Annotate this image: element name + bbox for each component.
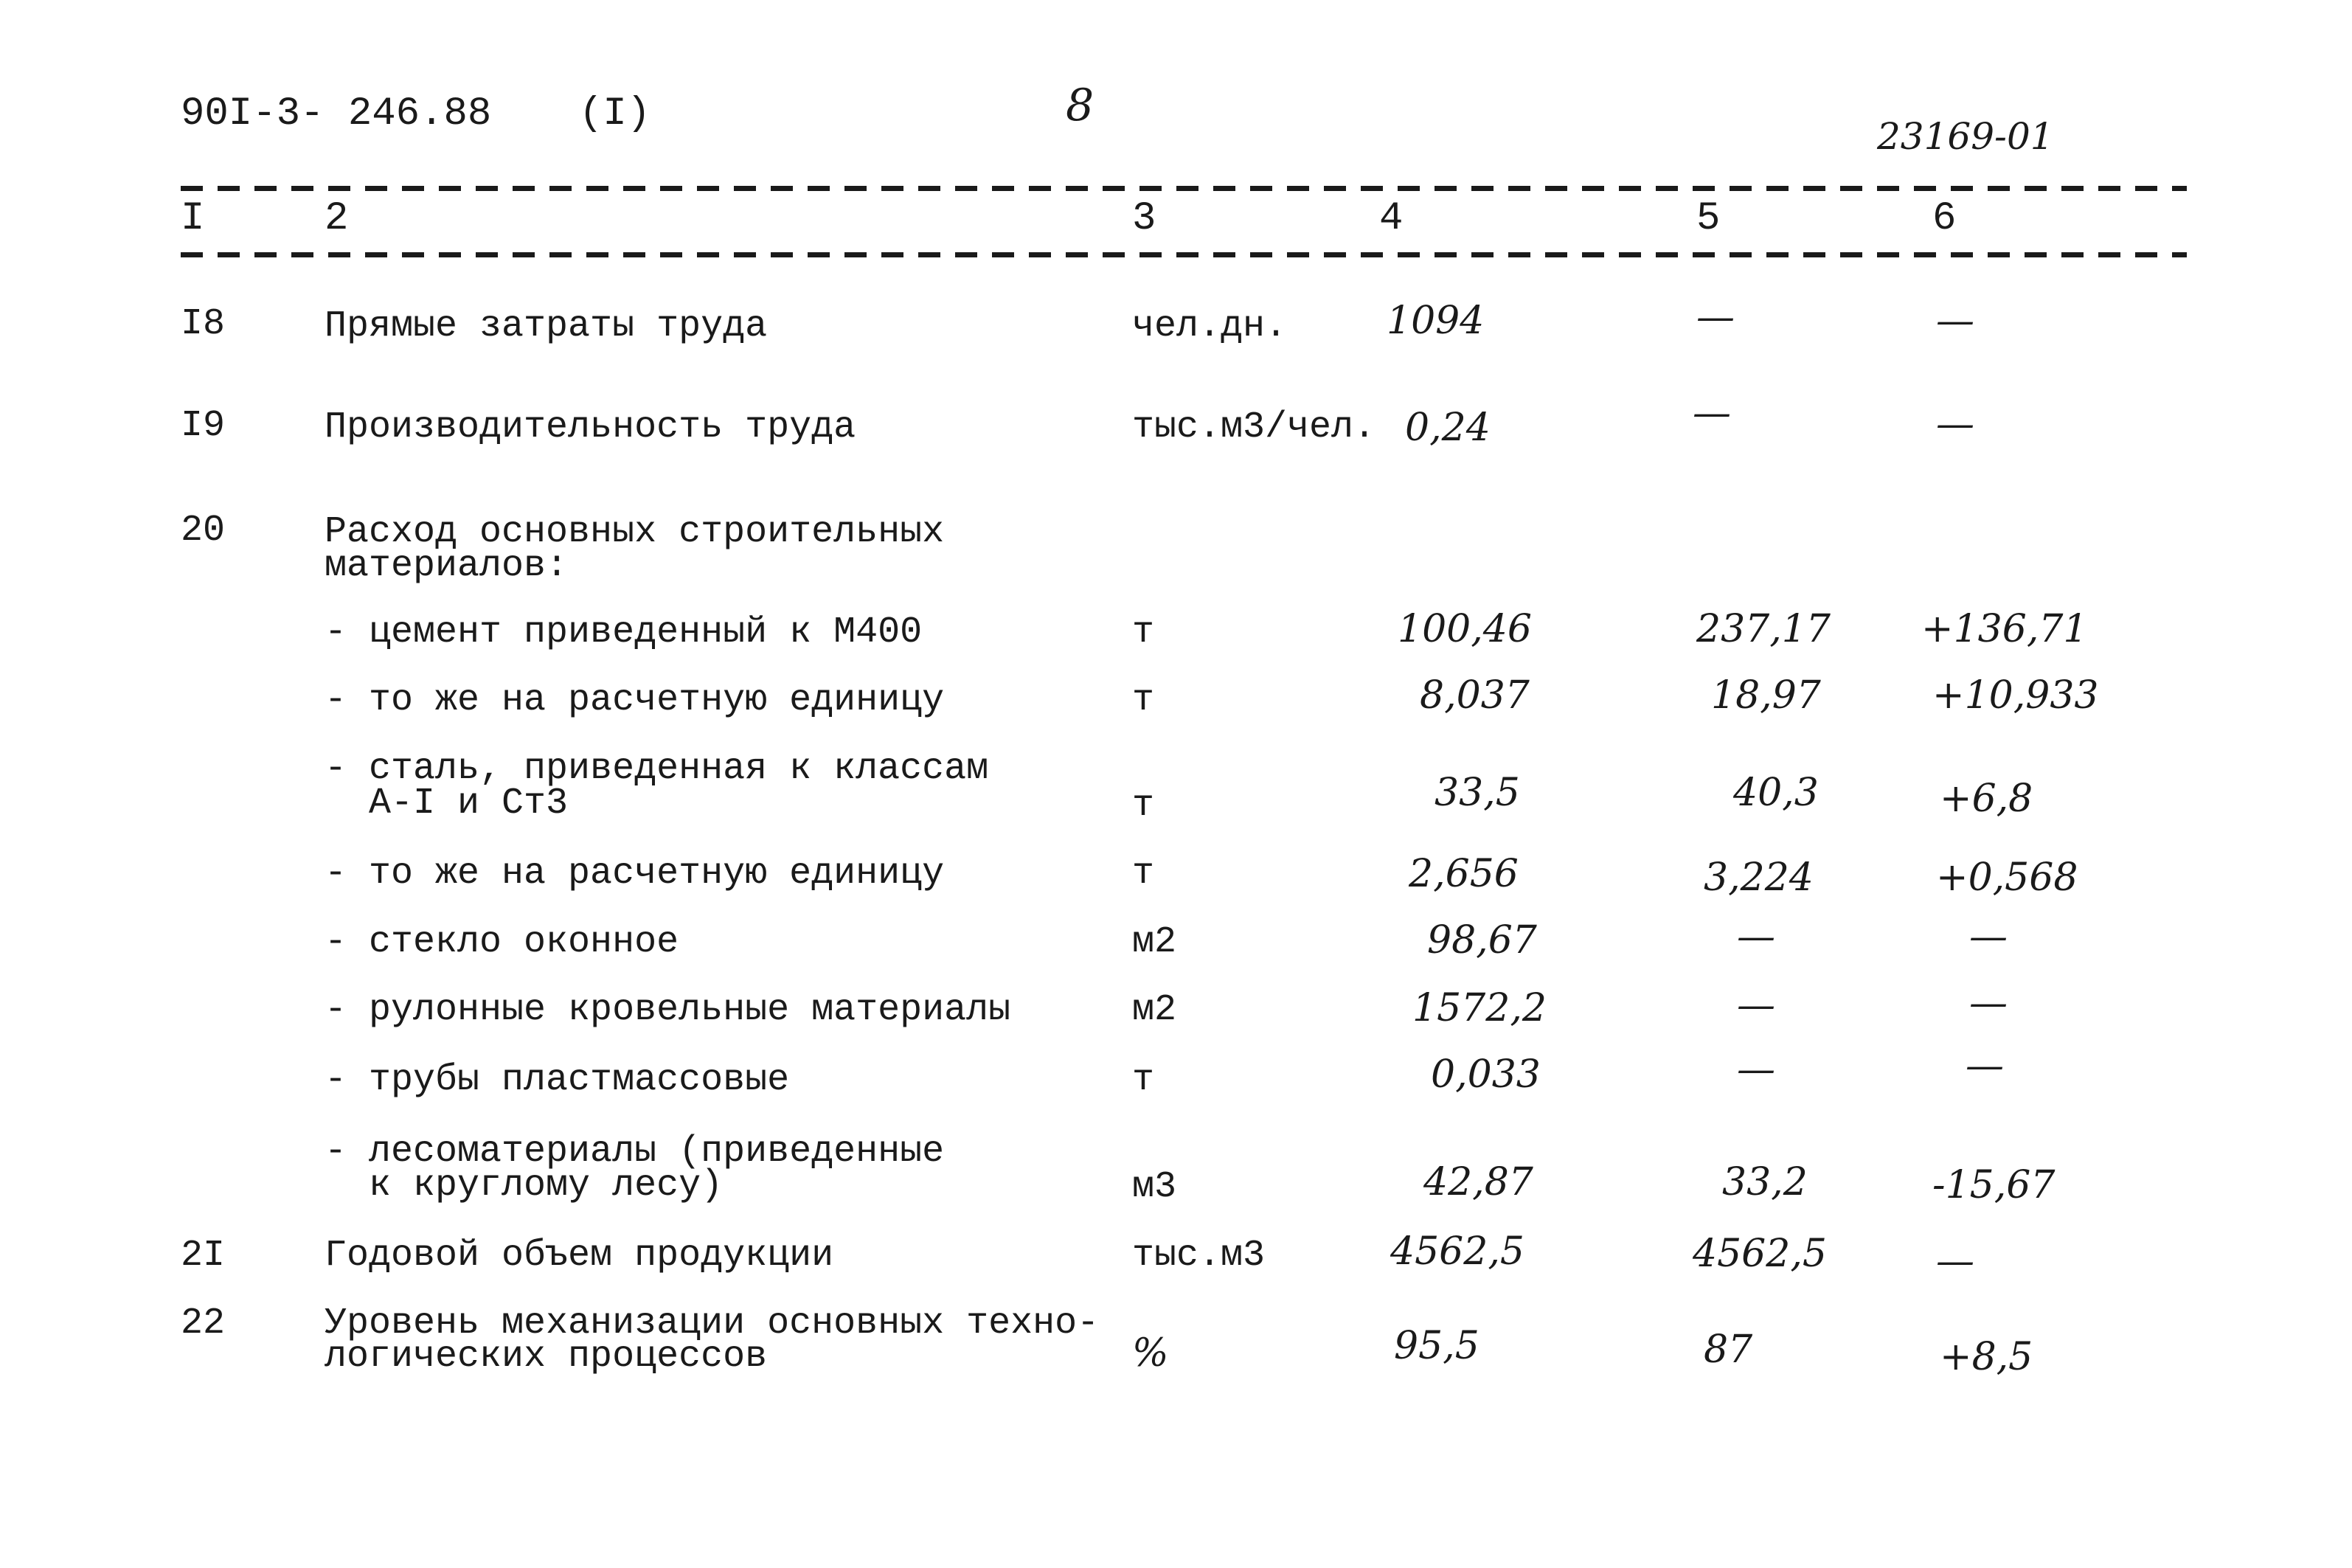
row-name-line-1: Расход основных строительных: [325, 511, 945, 553]
row-number: 22: [181, 1302, 226, 1345]
value-col5: 87: [1704, 1328, 1753, 1372]
row-unit: тыс.м3/чел.: [1132, 406, 1376, 448]
row-name: - цемент приведенный к М400: [325, 611, 923, 653]
value-col6: —: [1969, 981, 2008, 1025]
document-code: 90I-3- 246.88: [181, 91, 492, 136]
header-top-rule: [181, 186, 2187, 191]
value-col6: -15,67: [1932, 1163, 2056, 1207]
value-col6: +0,568: [1936, 856, 2078, 900]
row-name: - то же на расчетную единицу: [325, 853, 945, 895]
column-header-3: 3: [1132, 196, 1156, 241]
value-col4: 33,5: [1435, 771, 1520, 815]
value-col4: 2,656: [1409, 852, 1519, 896]
row-name-line-2: логических процессов: [325, 1336, 768, 1378]
value-col5: 33,2: [1722, 1160, 1808, 1204]
value-col5: 40,3: [1733, 771, 1819, 815]
value-col4: 1094: [1387, 299, 1485, 343]
row-unit: т: [1132, 1059, 1155, 1101]
row-name: Прямые затраты труда: [325, 305, 768, 347]
value-col5: 4562,5: [1693, 1232, 1827, 1276]
row-name-line-1: Уровень механизации основных техно-: [325, 1302, 1100, 1345]
row-name-line-2: материалов:: [325, 545, 569, 587]
row-name-line-1: - сталь, приведенная к классам: [325, 748, 989, 790]
value-col6: +8,5: [1940, 1335, 2033, 1379]
value-col5: —: [1737, 915, 1775, 959]
value-col5: —: [1737, 983, 1775, 1027]
row-unit: т: [1132, 611, 1155, 653]
value-col4: 95,5: [1394, 1324, 1479, 1368]
header-bottom-rule: [181, 252, 2187, 257]
row-unit: т: [1132, 785, 1155, 827]
row-unit: чел.дн.: [1132, 305, 1288, 347]
column-header-6: 6: [1932, 196, 1957, 241]
value-col6: —: [1936, 299, 1974, 343]
value-col5: —: [1693, 391, 1731, 435]
value-col5: —: [1696, 295, 1735, 339]
document-part: (I): [579, 91, 651, 136]
row-unit: т: [1132, 679, 1155, 721]
row-unit: м3: [1132, 1166, 1177, 1208]
value-col6: —: [1936, 1239, 1974, 1283]
row-name-line-2: к круглому лесу): [325, 1165, 724, 1207]
value-col6: +10,933: [1932, 673, 2099, 718]
row-unit: %: [1132, 1331, 1169, 1376]
value-col5: 18,97: [1711, 673, 1821, 718]
value-col4: 98,67: [1427, 918, 1537, 962]
row-name-line-1: - лесоматериалы (приведенные: [325, 1131, 945, 1173]
row-number: 20: [181, 510, 226, 552]
column-header-5: 5: [1696, 196, 1721, 241]
value-col5: 3,224: [1704, 856, 1814, 900]
value-col6: —: [1969, 915, 2008, 959]
value-col6: —: [1936, 402, 1974, 446]
row-name: - рулонные кровельные материалы: [325, 989, 1011, 1031]
value-col4: 100,46: [1398, 607, 1532, 651]
row-unit: тыс.м3: [1132, 1235, 1266, 1277]
row-name: - то же на расчетную единицу: [325, 679, 945, 721]
value-col4: 4562,5: [1390, 1229, 1524, 1274]
value-col6: —: [1966, 1044, 2004, 1088]
value-col5: —: [1737, 1047, 1775, 1092]
value-col4: 8,037: [1420, 673, 1530, 718]
value-col6: +136,71: [1921, 607, 2088, 651]
column-header-2: 2: [325, 196, 349, 241]
row-name: Производительность труда: [325, 406, 856, 448]
value-col4: 1572,2: [1412, 986, 1547, 1030]
value-col5: 237,17: [1696, 607, 1831, 651]
row-unit: т: [1132, 853, 1155, 895]
row-name-line-2: А-I и Ст3: [325, 783, 569, 825]
row-number: I9: [181, 405, 226, 447]
page-number: 8: [1066, 80, 1095, 131]
value-col4: 42,87: [1423, 1160, 1533, 1204]
row-name: Годовой объем продукции: [325, 1235, 834, 1277]
inventory-stamp: 23169-01: [1877, 115, 2054, 158]
column-header-4: 4: [1379, 196, 1404, 241]
row-name: - стекло оконное: [325, 921, 679, 963]
row-number: 2I: [181, 1235, 226, 1277]
value-col6: +6,8: [1940, 777, 2033, 821]
column-header-1: I: [181, 196, 205, 241]
value-col4: 0,033: [1431, 1052, 1541, 1097]
value-col4: 0,24: [1405, 406, 1491, 450]
row-number: I8: [181, 303, 226, 345]
row-unit: м2: [1132, 989, 1177, 1031]
row-unit: м2: [1132, 921, 1177, 963]
row-name: - трубы пластмассовые: [325, 1059, 790, 1101]
